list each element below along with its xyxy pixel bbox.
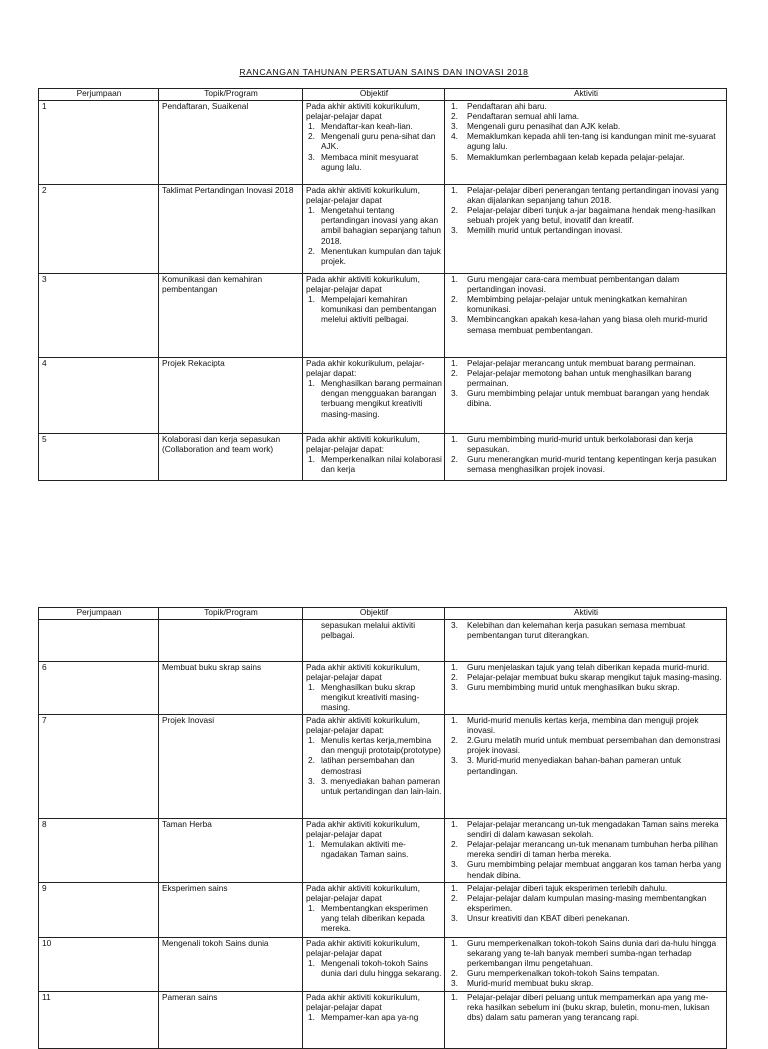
plan-table-page-2 [38,607,727,1049]
activity-item-text: Pelajar-pelajar merancang untuk membuat barang permainan. [467,357,696,368]
objective-intro: Pada akhir kokurikulum, pelajar-pelajar dapat: [306,357,425,378]
objective-item-text: Membaca minit mesyuarat agung lalu. [321,151,419,172]
document-title: RANCANGAN TAHUNAN PERSATUAN SAINS DAN INOVASI 2018 [239,67,529,77]
activity-item-list [448,938,724,989]
row-activities [445,882,727,937]
activity-item [448,274,724,294]
activity-item-text: Pelajar-pelajar diberi tajuk eksperimen terlebih dahulu. [467,882,668,893]
objective-intro: Pada akhir aktiviti kokurikulum, pelajar-pelajar dapat [306,100,420,121]
activity-item [448,454,724,474]
table-header-row [39,89,727,101]
activity-item-text: Memilih murid untuk pertandingan inovasi. [467,225,623,236]
activity-item [448,893,724,913]
plan-table-page-1 [38,88,727,481]
row-objective [303,273,445,357]
row-topic: Projek Rekacipta [159,357,303,433]
activity-item-list [448,620,724,640]
activity-item-number: 2. [451,367,458,378]
activity-item-number: 2. [451,734,458,745]
activity-item-text: Guru menerangkan murid-murid tentang kepentingan kerja pasukan semasa menghasilkan projek inovasi. [467,453,717,475]
objective-item-number: 2. [308,755,315,766]
objective-item-text: Mempelajari kemahiran komunikasi dan pembentangan melelui aktiviti pelbagai. [321,293,437,325]
activity-item [448,913,724,923]
objective-text: sepasukan melalui aktiviti pelbagai. [321,619,416,640]
activity-item [448,225,724,235]
objective-intro: Pada akhir aktiviti kokurikulum, pelajar-pelajar dapat [306,937,420,958]
objective-item-number: 1. [308,838,315,849]
activity-item-number: 2. [451,892,458,903]
row-number: 8 [39,818,159,882]
activity-item [448,294,724,314]
row-activities [445,818,727,882]
activity-item-number: 3. [451,755,458,766]
activity-item [448,662,724,672]
row-topic: Mengenali tokoh Sains dunia [159,937,303,991]
activity-item [448,755,724,775]
activity-item-number: 1. [451,273,458,284]
objective-item-text: Mengenali guru pena-sihat dan AJK. [321,131,436,152]
table-row [39,818,727,882]
activity-item-text: 2.Guru melatih murid untuk membuat persembahan dan demonstrasi projek inovasi. [467,734,721,756]
activity-item [448,101,724,111]
objective-item [306,454,442,474]
objective-item-list [306,839,442,859]
objective-item-text: Mempamer-kan apa ya-ng [321,1011,419,1022]
row-activities [445,937,727,991]
objective-item [306,735,442,755]
activity-item-text: Guru mengajar cara-cara membuat pembentangan dalam pertandingan inovasi. [467,273,680,294]
activity-item-text: Memaklumkan kepada ahli ten-tang isi kandungan minit me-syuarat agung lalu. [467,131,716,152]
table-row [39,991,727,1048]
activity-item-number: 1. [451,937,458,948]
objective-intro: Pada akhir aktiviti kokurikulum, pelajar-pelajar dapat [306,184,420,205]
objective-item-number: 2. [308,245,315,256]
objective-item-number: 1. [308,204,315,215]
row-topic: Kolaborasi dan kerja sepasukan (Collaboration and team work) [159,433,303,480]
activity-item-text: Kelebihan dan kelemahan kerja pasukan semasa membuat pembentangan turut diterangkan. [467,619,686,640]
activity-item-number: 1. [451,100,458,111]
activity-item-number: 1. [451,882,458,893]
row-objective [303,818,445,882]
objective-item-number: 1. [308,957,315,968]
objective-item-number: 3. [308,775,315,786]
objective-item-list [306,903,442,934]
row-topic: Taman Herba [159,818,303,882]
objective-item-list [306,378,442,419]
row-number: 1 [39,100,159,184]
activity-item-number: 2. [451,838,458,849]
activity-item-text: Pelajar-pelajar diberi penerangan tentang pertandingan inovasi yang akan dijalankan sepanjang tahun 2018. [467,184,719,205]
activity-item-number: 2. [451,293,458,304]
activity-item-list [448,662,724,693]
header-aktiviti: Aktiviti [445,89,727,101]
objective-item-text: Mengetahui tentang pertandingan inovasi yang akan ambil bahagian sepanjang tahun 2018. [321,204,441,246]
header-objektif: Objektif [303,89,445,101]
activity-item [448,131,724,151]
activity-item-text: Guru membimbing murid untuk menghasilkan buku skrap. [467,681,680,692]
activity-item-text: Membimbing pelajar-pelajar untuk meningkatkan kemahiran komunikasi. [467,293,687,315]
activity-item-text: Memaklumkan perlembagaan kelab kepada pelajar-pelajar. [467,151,685,162]
activity-item-number: 2. [451,671,458,682]
activity-item-text: Pelajar-pelajar diberi tunjuk a-jar bagaimana hendak meng-hasilkan sebuah projek yang betul, inovatif dan kreatif. [467,204,716,226]
row-number: 4 [39,357,159,433]
activity-item-text: Guru menjelaskan tajuk yang telah diberikan kepada murid-murid. [467,661,710,672]
activity-item [448,735,724,755]
table-row [39,357,727,433]
objective-intro: Pada akhir aktiviti kokurikulum, pelajar-pelajar dapat [306,818,420,839]
activity-item-number: 1. [451,433,458,444]
row-activities [445,661,727,714]
activity-item-text: Pelajar-pelajar merancang un-tuk mengadakan Taman sains mereka sendiri di dalam kawasan sekolah. [467,818,719,839]
objective-intro: Pada akhir aktiviti kokurikulum, pelajar-pelajar dapat: [306,433,420,454]
objective-item-list [306,958,442,978]
objective-item-list [306,121,442,172]
objective-item-text: Membentangkan eksperimen yang telah diberikan kepada mereka. [321,902,428,934]
row-number: 11 [39,991,159,1048]
table-header-row [39,608,727,620]
row-activities [445,714,727,818]
objective-item [306,903,442,934]
row-activities [445,357,727,433]
activity-item-text: Mengenali guru penasihat dan AJK kelab. [467,120,621,131]
objective-intro: Pada akhir aktiviti kokurikulum, pelajar-pelajar dapat [306,882,420,903]
objective-item [306,839,442,859]
activity-item [448,938,724,969]
activity-item-list [448,434,724,475]
objective-item-text: Menulis kertas kerja,membina dan menguji prototaip(prototype) [321,734,441,756]
activity-item-text: Pelajar-pelajar memotong bahan untuk menghasilkan barang permainan. [467,367,692,388]
table-row [39,184,727,273]
activity-item-text: Guru memperkenalkan tokoh-tokoh Sains dunia dari da-hulu hingga sekarang yang te-lah banyak memberi sumba-ngan terhadap perkembangan ilmu pengetahuan. [467,937,717,968]
activity-item-number: 1. [451,714,458,725]
activity-item-list [448,992,724,1023]
activity-item-text: Pelajar-pelajar dalam kumpulan masing-masing membentangkan eksperimen. [467,892,707,913]
row-number [39,619,159,661]
objective-intro: Pada akhir aktiviti kokurikulum, pelajar-pelajar dapat [306,273,420,294]
activity-item [448,185,724,205]
objective-intro: Pada akhir aktiviti kokurikulum, pelajar-pelajar dapat [306,661,420,682]
objective-item-list [306,205,442,266]
activity-item-text: Guru memperkenalkan tokoh-tokoh Sains tempatan. [467,968,660,979]
objective-item-text: Mendaftar-kan keah-lian. [321,120,413,131]
header-aktiviti: Aktiviti [445,608,727,620]
activity-item-text: Murid-murid menulis kertas kerja, membina dan menguji projek inovasi. [467,714,699,735]
activity-item-list [448,101,724,162]
header-perjumpaan: Perjumpaan [39,608,159,620]
objective-item [306,205,442,246]
activity-item [448,620,724,640]
objective-intro: Pada akhir aktiviti kokurikulum, pelajar-pelajar dapat [306,991,420,1012]
objective-item-list [306,735,442,796]
activity-item-text: Unsur kreativiti dan KBAT diberi penekanan. [467,913,630,924]
activity-item [448,152,724,162]
activity-item-text: Guru membimbing pelajar membuat anggaran kos taman herba yang hendak dibina. [467,859,722,880]
row-topic: Projek Inovasi [159,714,303,818]
activity-item-text: Pelajar-pelajar membuat buku skarap mengikut tajuk masing-masing. [467,671,722,682]
row-number: 2 [39,184,159,273]
header-topik-program: Topik/Program [159,89,303,101]
activity-item-number: 3. [451,913,458,924]
activity-item-text: Pendaftaran ahi baru. [467,100,547,111]
header-objektif: Objektif [303,608,445,620]
activity-item [448,859,724,879]
objective-item-list [306,682,442,713]
activity-item [448,715,724,735]
row-topic: Pameran sains [159,991,303,1048]
activity-item [448,111,724,121]
row-topic: Taklimat Pertandingan Inovasi 2018 [159,184,303,273]
objective-item-text: Memperkenalkan nilai kolaborasi dan kerja [321,453,442,475]
row-objective [303,882,445,937]
row-activities [445,100,727,184]
activity-item-number: 3. [451,681,458,692]
row-activities [445,433,727,480]
activity-item [448,434,724,454]
activity-item [448,205,724,225]
activity-item-number: 3. [451,225,458,236]
objective-item-text: Menghasilkan barang permainan dengan mengguakan barangan terbuang mengikut kreativiti masing-masing. [321,377,442,419]
activity-item-number: 2. [451,968,458,979]
activity-item-number: 2. [451,453,458,464]
table-row-continuation [39,619,727,661]
row-topic: Membuat buku skrap sains [159,661,303,714]
activity-item-number: 1. [451,818,458,829]
header-perjumpaan: Perjumpaan [39,89,159,101]
row-number: 9 [39,882,159,937]
activity-item [448,672,724,682]
objective-item-number: 1. [308,681,315,692]
objective-item-number: 1. [308,902,315,913]
row-number: 3 [39,273,159,357]
activity-item-number: 1. [451,991,458,1002]
activity-item-text: Pelajar-pelajar diberi peluang untuk mempamerkan apa yang me-reka hasilkan sebelum ini (buku skrap, buletin, monu-men, lukisan dbs) dalam satu pameran yang terancang rapi. [467,991,710,1022]
activity-item-text: Murid-murid membuat buku skrap. [467,978,594,989]
objective-item-number: 1. [308,1011,315,1022]
objective-item-text: latihan persembahan dan demostrasi [321,755,415,776]
objective-item-number: 1. [308,120,315,131]
activity-item [448,968,724,978]
activity-item-list [448,274,724,335]
row-number: 5 [39,433,159,480]
objective-item-text: 3. menyediakan bahan pameran untuk pertandingan dan lain-lain. [321,775,442,796]
table-row [39,937,727,991]
table-row [39,433,727,480]
objective-item-text: Menghasilkan buku skrap mengikut kreativiti masing-masing. [321,681,420,713]
row-objective [303,991,445,1048]
activity-item [448,388,724,408]
activity-item [448,839,724,859]
objective-item-text: Mengenali tokoh-tokoh Sains dunia dari dulu hingga sekarang. [321,957,442,979]
table-row [39,882,727,937]
row-topic [159,619,303,661]
activity-item-number: 3. [451,120,458,131]
activity-item [448,978,724,988]
activity-item [448,314,724,334]
objective-item [306,1012,442,1022]
row-objective [303,433,445,480]
activity-item [448,992,724,1023]
activity-item-number: 3. [451,978,458,989]
objective-intro: Pada akhir aktiviti kokurikulum, pelajar-pelajar dapat: [306,714,420,735]
row-objective [303,357,445,433]
row-objective [303,661,445,714]
table-row [39,100,727,184]
activity-item [448,121,724,131]
activity-item-number: 5. [451,151,458,162]
objective-item [306,755,442,775]
objective-item-list [306,454,442,474]
activity-item-number: 2. [451,204,458,215]
activity-item [448,819,724,839]
activity-item-list [448,819,724,880]
row-number: 6 [39,661,159,714]
activity-item-number: 3. [451,619,458,630]
activity-item-text: Pelajar-pelajar merancang un-tuk menanam tumbuhan herba pilihan mereka sendiri di taman herba mereka. [467,838,718,860]
objective-item [306,131,442,151]
row-topic: Pendaftaran, Suaikenal [159,100,303,184]
activity-item-list [448,883,724,924]
row-objective [303,619,445,661]
row-topic: Komunikasi dan kemahiran pembentangan [159,273,303,357]
activity-item-number: 3. [451,388,458,399]
activity-item [448,883,724,893]
activity-item-number: 3. [451,314,458,325]
row-number: 7 [39,714,159,818]
row-activities [445,184,727,273]
table-row [39,661,727,714]
table-row [39,273,727,357]
objective-item-list [306,294,442,325]
objective-item [306,152,442,172]
activity-item [448,358,724,368]
row-topic: Eksperimen sains [159,882,303,937]
activity-item-text: Pendaftaran semual ahli lama. [467,110,580,121]
row-objective [303,184,445,273]
header-topik-program: Topik/Program [159,608,303,620]
activity-item-number: 2. [451,110,458,121]
objective-item-number: 3. [308,151,315,162]
activity-item-text: Guru membimbing murid-murid untuk berkolaborasi dan kerja sepasukan. [467,433,693,454]
objective-item-number: 1. [308,734,315,745]
activity-item-text: Guru membimbing pelajar untuk membuat barangan yang hendak dibina. [467,388,710,409]
activity-item-number: 3. [451,859,458,870]
table-row [39,714,727,818]
objective-item [306,378,442,419]
objective-item [306,246,442,266]
objective-item-number: 1. [308,293,315,304]
activity-item-text: Membincangkan apakah kesa-lahan yang biasa oleh murid-murid semasa membuat pembentangan. [467,314,708,335]
objective-item-text: Memulakan aktiviti me-ngadakan Taman sains. [321,838,409,860]
row-objective [303,100,445,184]
row-objective [303,714,445,818]
row-activities [445,619,727,661]
activity-item-list [448,715,724,776]
row-activities [445,991,727,1048]
objective-item-list [306,1012,442,1022]
activity-item-number: 1. [451,184,458,195]
objective-item-text: Menentukan kumpulan dan tajuk projek. [321,245,441,266]
activity-item [448,368,724,388]
objective-item [306,958,442,978]
objective-item-number: 2. [308,131,315,142]
activity-item-list [448,358,724,409]
objective-item-number: 1. [308,453,315,464]
activity-item [448,682,724,692]
activity-item-number: 4. [451,131,458,142]
activity-item-text: 3. Murid-murid menyediakan bahan-bahan pameran untuk pertandingan. [467,755,682,776]
activity-item-number: 1. [451,357,458,368]
row-number: 10 [39,937,159,991]
objective-item [306,121,442,131]
objective-item-number: 1. [308,377,315,388]
objective-item [306,776,442,796]
activity-item-list [448,185,724,236]
activity-item-number: 1. [451,661,458,672]
objective-item [306,682,442,713]
row-objective [303,937,445,991]
objective-item [306,294,442,325]
row-activities [445,273,727,357]
